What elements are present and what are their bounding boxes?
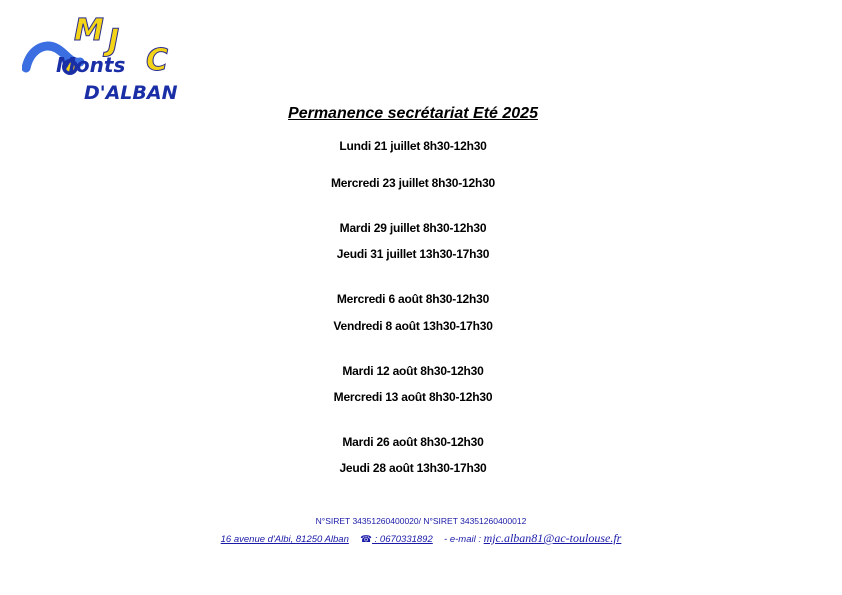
schedule-entry: Mercredi 6 août 8h30-12h30 [336,292,490,306]
footer-email-label: - e-mail [444,534,476,545]
page-title: Permanence secrétariat Eté 2025 [288,105,538,122]
logo-subtitle: D'ALBAN [84,82,178,104]
footer-phone: : 0670331892 [372,534,433,545]
logo-letter-m: M [74,13,104,48]
schedule-entry: Mardi 29 juillet 8h30-12h30 [339,221,487,235]
schedule-entry: Mercredi 13 août 8h30-12h30 [333,390,493,404]
mjc-logo [22,10,197,105]
schedule-entry: Vendredi 8 août 13h30-17h30 [333,319,493,333]
logo-letter-c: C [146,43,169,78]
footer-email-link[interactable]: mjc.alban81@ac-toulouse.fr [483,531,622,545]
logo-letter-j: J [108,23,120,58]
schedule-entry: Mardi 12 août 8h30-12h30 [342,364,484,378]
schedule-entry: Jeudi 31 juillet 13h30-17h30 [336,247,490,261]
schedule-entry: Jeudi 28 août 13h30-17h30 [339,461,487,475]
mjc-logo-graphic [22,10,197,105]
footer-siret: N°SIRET 34351260400020/ N°SIRET 34351260400012 [315,516,527,526]
schedule-entry: Mercredi 23 juillet 8h30-12h30 [330,176,496,190]
footer-email-sep: : [475,534,484,545]
logo-word: Monts [56,53,126,77]
schedule-entry: Mardi 26 août 8h30-12h30 [342,435,484,449]
schedule-entry: Lundi 21 juillet 8h30-12h30 [339,139,487,153]
footer-address: 16 avenue d'Albi, 81250 Alban [220,534,349,545]
footer-contact [0,531,842,546]
phone-icon: ☎ [360,534,372,545]
